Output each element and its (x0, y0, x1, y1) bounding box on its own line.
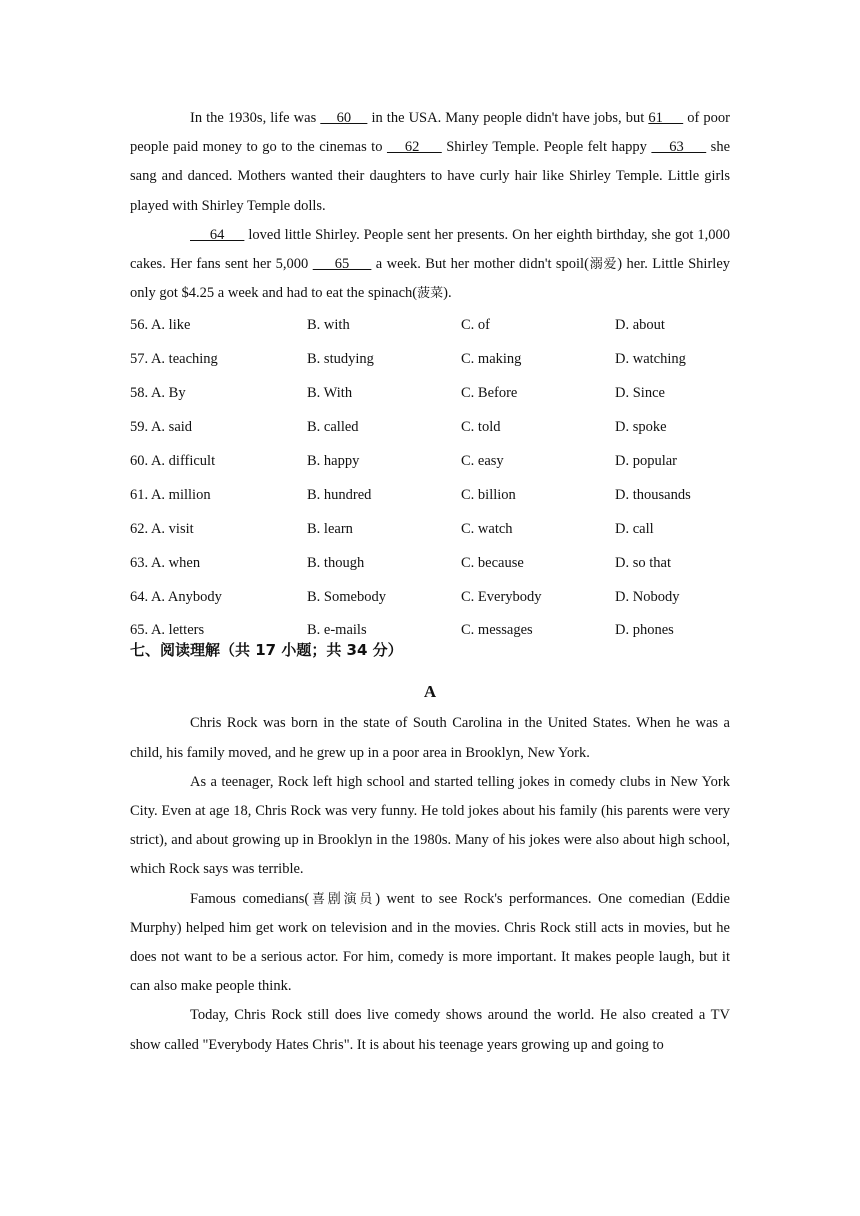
option: 60. A. difficult (130, 452, 216, 469)
option: C. Before (461, 385, 518, 402)
option: 57. A. teaching (130, 351, 218, 368)
text: ). (443, 285, 452, 302)
option: B. though (307, 554, 365, 571)
option: C. of (461, 317, 490, 334)
option: B. Somebody (307, 588, 386, 605)
option: 64. A. Anybody (130, 588, 222, 605)
option: 61. A. million (130, 486, 211, 503)
text: she sang and danced. Mothers wanted their daughters to have curly hair like Shirley Temple. Little girls played with Shirley Temple dolls. (130, 139, 731, 214)
option: 59. A. said (130, 419, 193, 436)
option: D. Since (615, 385, 665, 402)
option: C. because (461, 554, 524, 571)
blank-62: 62 (386, 139, 442, 156)
answer-options-grid (130, 309, 730, 648)
option: B. e-mails (307, 622, 367, 639)
blank-60: 60 (320, 110, 368, 126)
option: C. easy (461, 452, 504, 469)
chinese-gloss: 喜剧演员 (309, 891, 376, 907)
option: C. billion (461, 486, 516, 503)
text: of poor people paid money to go to the cinemas to (130, 110, 730, 156)
text: In the 1930s, life was (190, 110, 321, 126)
chinese-gloss: 菠菜 (417, 286, 444, 302)
blank-61: 61 (648, 110, 684, 126)
cloze-paragraph-1 (130, 104, 730, 221)
option: B. With (307, 385, 353, 402)
option: D. Nobody (615, 588, 680, 605)
option: D. so that (615, 554, 671, 571)
blank-64: 64 (190, 226, 245, 243)
option: D. watching (615, 351, 686, 368)
passage-title: A (423, 682, 437, 702)
text: ) her. Little Shirley only got $4.25 a week and had to eat the spinach( (130, 256, 731, 302)
text: a week. But her mother didn't spoil( (371, 256, 589, 273)
option: C. making (461, 351, 522, 368)
passage-paragraph-4: Today, Chris Rock still does live comedy shows around the world. He also created a TV show called "Everybody Hates Chris". It is about his teenage years growing up and going to (130, 1007, 730, 1053)
option: D. thousands (615, 486, 691, 503)
text: ) went to see Rock's performances. One comedian (Eddie Murphy) helped him get work on television and in the movies. Chris Rock still acts in movies, but he does not want to be a serious actor. For him, comedy is more important. It makes people laugh, but it can also make people think. (130, 890, 730, 995)
option: 58. A. By (130, 385, 186, 402)
option: B. studying (307, 351, 374, 368)
text: Shirley Temple. People felt happy (441, 139, 652, 156)
text: loved little Shirley. People sent her presents. On her eighth birthday, she got 1,000 cakes. Her fans sent her 5,000 (130, 226, 730, 273)
chinese-gloss: 溺爱 (588, 257, 618, 273)
blank-65: 65 (312, 256, 372, 273)
option: D. spoke (615, 419, 667, 436)
option: 62. A. visit (130, 520, 194, 537)
option: C. messages (461, 622, 533, 639)
option: 63. A. when (130, 554, 201, 571)
option: C. told (461, 419, 501, 436)
option: D. call (615, 520, 654, 537)
option: B. with (307, 317, 350, 334)
option: D. popular (615, 452, 678, 469)
option: D. about (615, 317, 665, 334)
option: B. happy (307, 452, 360, 469)
option: D. phones (615, 622, 674, 639)
section-heading: 七、阅读理解（共 17 小题；共 34 分） (130, 641, 403, 660)
document-page (130, 104, 730, 1060)
option: 56. A. like (130, 317, 191, 334)
passage-paragraph-3 (130, 885, 730, 1002)
option: C. watch (461, 520, 513, 537)
passage-paragraph-2: As a teenager, Rock left high school and started telling jokes in comedy clubs in New York City. Even at age 18, Chris Rock was very funny. He told jokes about his family (his parents were very strict), and about growing up in Brooklyn in the 1980s. Many of his jokes were also about high school, which Rock says was terrible. (130, 773, 730, 878)
option: B. called (307, 419, 359, 436)
cloze-paragraph-2 (130, 221, 730, 309)
option: B. hundred (307, 486, 372, 503)
blank-63: 63 (651, 139, 707, 156)
option: C. Everybody (461, 588, 542, 605)
passage-paragraph-1: Chris Rock was born in the state of South Carolina in the United States. When he was a child, his family moved, and he grew up in a poor area in Brooklyn, New York. (130, 715, 730, 761)
option: B. learn (307, 520, 353, 537)
text: in the USA. Many people didn't have jobs, but (367, 110, 649, 126)
text: Famous comedians( (190, 890, 310, 907)
option: 65. A. letters (130, 622, 205, 639)
